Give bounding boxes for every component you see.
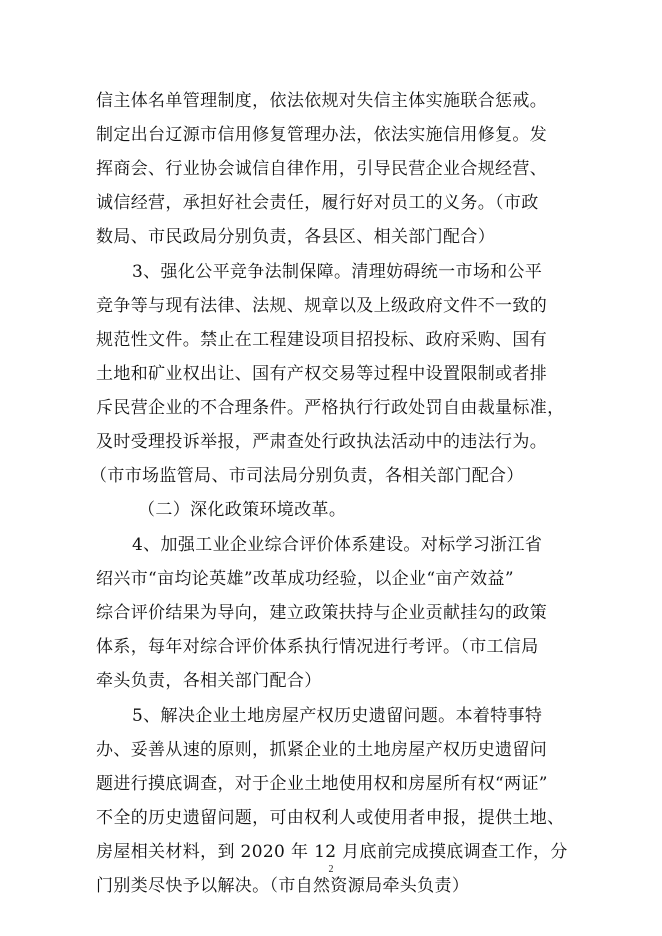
body-text-line: 题进行摸底调查，对于企业土地使用权和房屋所有权“两证” — [96, 774, 548, 794]
body-text-line: 土地和矿业权出让、国有产权交易等过程中设置限制或者排 — [96, 364, 548, 384]
body-text-line: 信主体名单管理制度，依法依规对失信主体实施联合惩戒。 — [96, 91, 548, 111]
section-heading-3: 3、强化公平竞争法制保障。清理妨碍统一市场和公平 — [132, 262, 543, 282]
page-number: 2 — [328, 864, 334, 875]
subsection-heading: （二）深化政策环境改革。 — [138, 500, 347, 520]
body-text-line: 不全的历史遗留问题，可由权利人或使用者申报，提供土地、 — [96, 808, 565, 828]
body-text-line: 规范性文件。禁止在工程建设项目招投标、政府采购、国有 — [96, 330, 548, 350]
body-text-line: 牵头负责，各相关部门配合） — [96, 671, 322, 691]
section-heading-4: 4、加强工业企业综合评价体系建设。对标学习浙江省 — [132, 535, 543, 555]
body-text-line: 门别类尽快予以解决。（市自然资源局牵头负责） — [96, 876, 470, 896]
body-text-line: 挥商会、行业协会诚信自律作用，引导民营企业合规经营、 — [96, 159, 548, 179]
body-text-line: 斥民营企业的不合理条件。严格执行行政处罚自由裁量标准， — [96, 398, 565, 418]
body-text-line: （市市场监管局、市司法局分别负责，各相关部门配合） — [90, 466, 524, 486]
body-text-line: 绍兴市“亩均论英雄”改革成功经验，以企业“亩产效益” — [96, 569, 514, 589]
body-text-line: 办、妥善从速的原则，抓紧企业的土地房屋产权历史遗留问 — [96, 740, 548, 760]
body-text-line: 数局、市民政局分别负责，各县区、相关部门配合） — [96, 227, 496, 247]
body-text-line: 诚信经营，承担好社会责任，履行好对员工的义务。（市政 — [96, 193, 539, 213]
body-text-line: 房屋相关材料，到 2020 年 12 月底前完成摸底调查工作，分 — [96, 842, 568, 862]
section-heading-5: 5、解决企业土地房屋产权历史遗留问题。本着特事特 — [132, 706, 543, 726]
body-text-line: 竞争等与现有法律、法规、规章以及上级政府文件不一致的 — [96, 296, 548, 316]
body-text-line: 体系，每年对综合评价体系执行情况进行考评。（市工信局 — [96, 637, 539, 657]
body-text-line: 及时受理投诉举报，严肃查处行政执法活动中的违法行为。 — [96, 432, 548, 452]
body-text-line: 制定出台辽源市信用修复管理办法，依法实施信用修复。发 — [96, 125, 548, 145]
body-text-line: 综合评价结果为导向，建立政策扶持与企业贡献挂勾的政策 — [96, 603, 548, 623]
